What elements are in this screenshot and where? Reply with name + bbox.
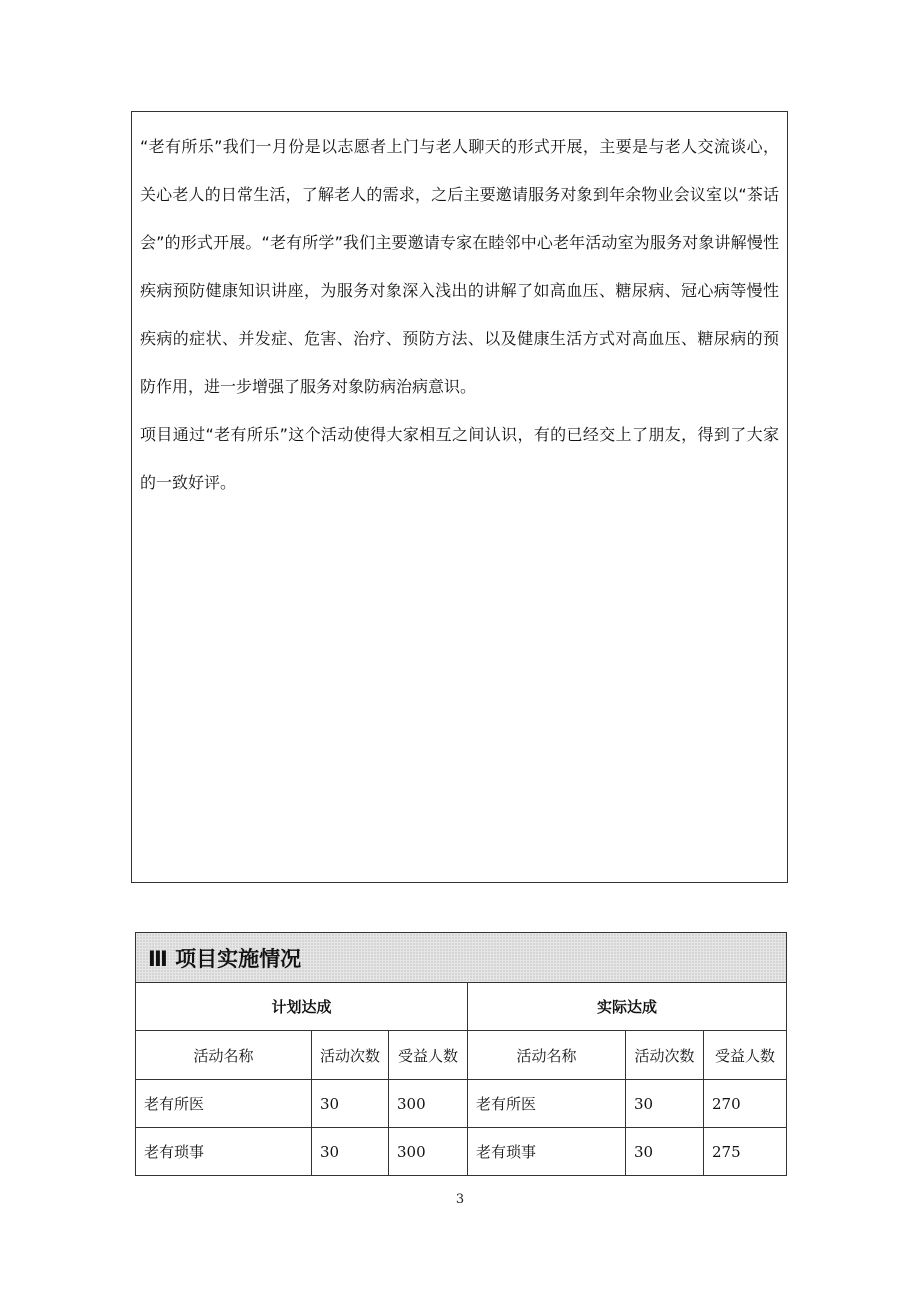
table-cell: 300 <box>389 1128 468 1176</box>
table-row <box>136 1128 787 1176</box>
implementation-table <box>135 932 787 1176</box>
implementation-table-wrapper <box>135 932 786 1176</box>
actual-header: 实际达成 <box>468 983 787 1031</box>
column-header: 活动名称 <box>136 1031 312 1080</box>
table-cell: 30 <box>312 1128 389 1176</box>
table-cell: 275 <box>704 1128 787 1176</box>
column-header: 活动次数 <box>626 1031 704 1080</box>
table-cell: 老有琐事 <box>136 1128 312 1176</box>
table-cell: 270 <box>704 1080 787 1128</box>
report-paragraph-2: 项目通过“老有所乐”这个活动使得大家相互之间认识，有的已经交上了朋友，得到了大家的一致好评。 <box>140 425 779 492</box>
table-cell: 老有琐事 <box>468 1128 626 1176</box>
table-cell: 30 <box>626 1128 704 1176</box>
planned-header: 计划达成 <box>136 983 468 1031</box>
column-header: 活动名称 <box>468 1031 626 1080</box>
table-cell: 30 <box>626 1080 704 1128</box>
table-cell: 老有所医 <box>136 1080 312 1128</box>
table-row <box>136 1080 787 1128</box>
table-cell: 老有所医 <box>468 1080 626 1128</box>
page-number: 3 <box>455 1192 465 1207</box>
report-paragraph-1: “老有所乐”我们一月份是以志愿者上门与老人聊天的形式开展，主要是与老人交流谈心，关心老人的日常生活，了解老人的需求，之后主要邀请服务对象到年余物业会议室以“茶话会”的形式开展。“老有所学”我们主要邀请专家在睦邻中心老年活动室为服务对象讲解慢性疾病预防健康知识讲座，为服务对象深入浅出的讲解了如高血压、糖尿病、冠心病等慢性疾病的症状、并发症、危害、治疗、预防方法、以及健康生活方式对高血压、糖尿病的预防作用，进一步增强了服务对象防病治病意识。 <box>140 137 779 396</box>
column-header: 受益人数 <box>704 1031 787 1080</box>
section-title: Ⅲ 项目实施情况 <box>136 933 787 983</box>
table-cell: 300 <box>389 1080 468 1128</box>
report-text-box <box>131 111 788 883</box>
column-header: 受益人数 <box>389 1031 468 1080</box>
table-cell: 30 <box>312 1080 389 1128</box>
column-header: 活动次数 <box>312 1031 389 1080</box>
